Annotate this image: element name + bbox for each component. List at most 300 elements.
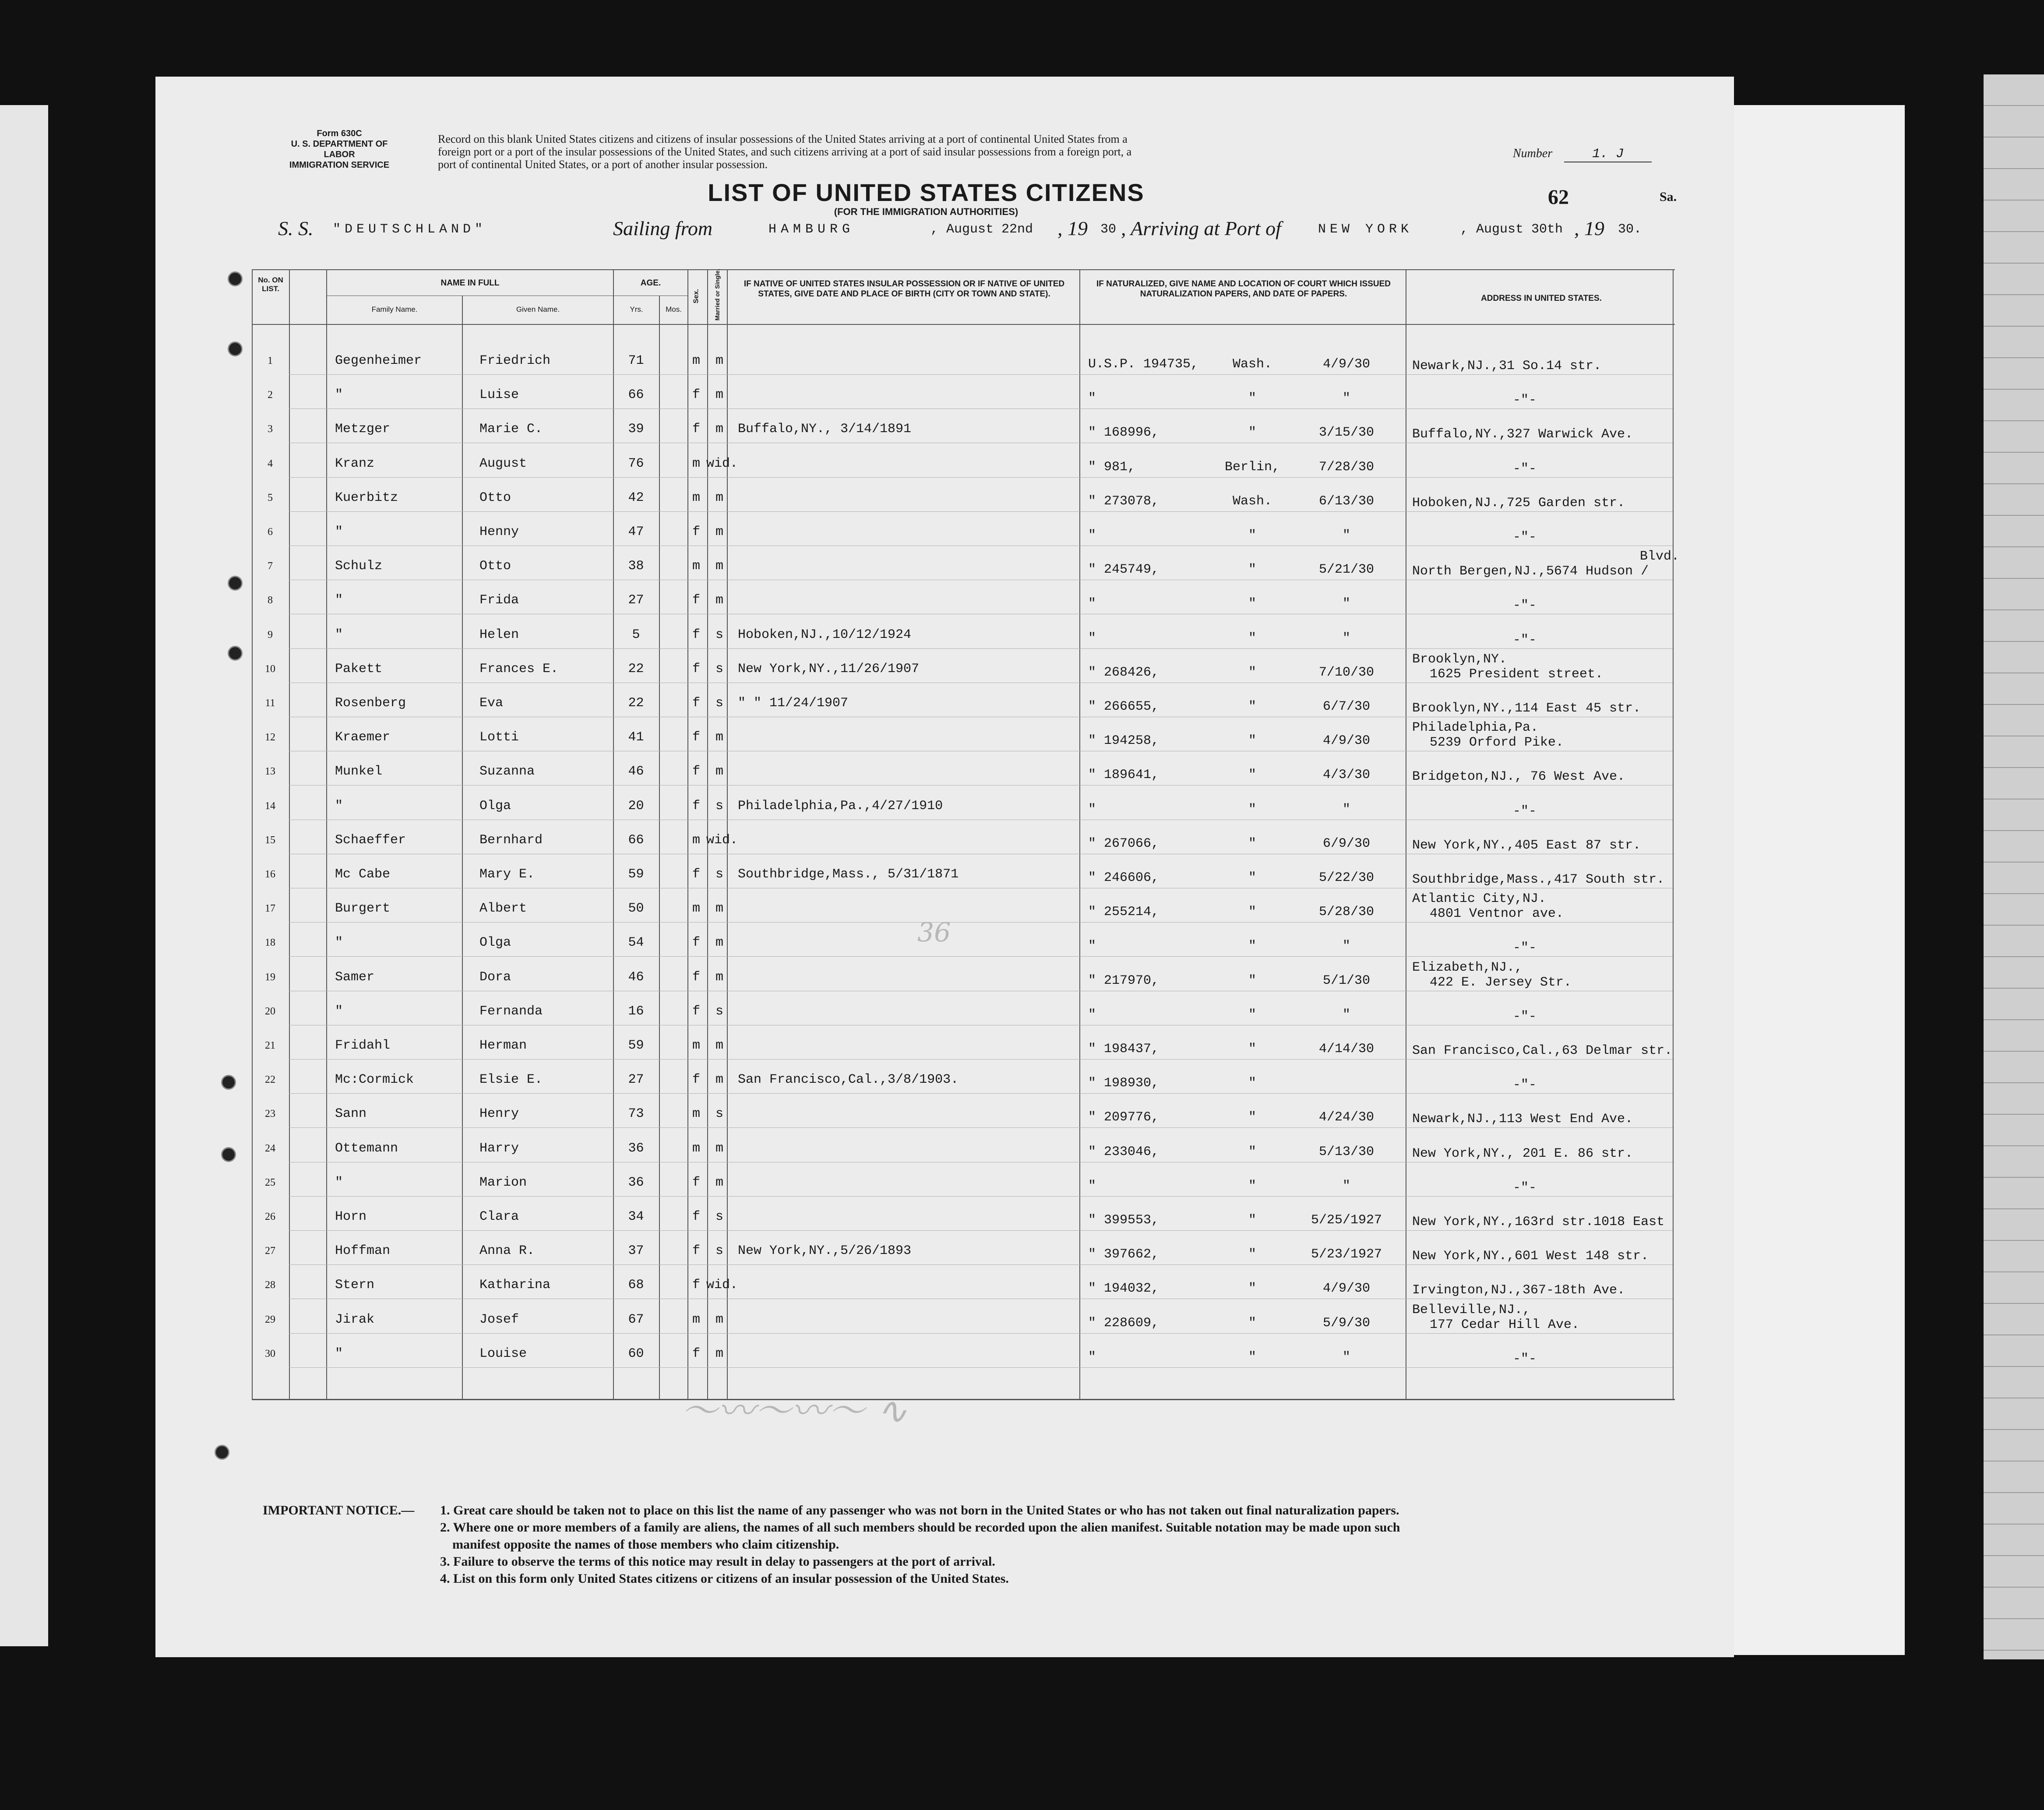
marital-status: s (715, 798, 723, 813)
naturalization-number: " 198930, (1088, 1076, 1159, 1091)
address-line-1: Brooklyn,NY.,114 East 45 str. (1412, 701, 1641, 716)
naturalization-date: " (1342, 528, 1350, 543)
family-name: Hoffman (335, 1243, 391, 1259)
sex: f (692, 764, 700, 779)
naturalization-number: " (1088, 528, 1096, 543)
ss-label: S. S. (278, 217, 314, 239)
binder-hole (228, 271, 243, 286)
birth-place-date: Hoboken,NJ.,10/12/1924 (738, 627, 912, 642)
row-number: 1 (268, 355, 273, 366)
address-line-1: -"- (1513, 940, 1537, 956)
naturalization-date: 5/9/30 (1322, 1315, 1371, 1331)
row-number: 15 (265, 834, 275, 846)
naturalization-number: " 189641, (1088, 768, 1159, 783)
given-name: Henny (479, 525, 519, 539)
marital-status: m (715, 764, 723, 779)
naturalization-date: " (1342, 596, 1350, 612)
row-number: 25 (265, 1176, 275, 1188)
row-number: 24 (265, 1142, 275, 1154)
age-years: 50 (628, 901, 644, 916)
marital-status: m (715, 559, 723, 574)
family-name: Burgert (335, 901, 391, 916)
naturalization-date: 6/13/30 (1318, 493, 1374, 509)
family-name: Horn (335, 1209, 367, 1224)
naturalization-date: 4/14/30 (1318, 1042, 1374, 1056)
naturalization-number: " 198437, (1088, 1042, 1159, 1056)
naturalization-date: 4/9/30 (1322, 357, 1371, 372)
family-name: Metzger (335, 422, 391, 437)
row-divider (289, 1127, 1673, 1128)
address-line-1: -"- (1513, 1009, 1537, 1024)
row-number: 3 (268, 423, 273, 435)
family-name: Sann (335, 1106, 367, 1122)
department-name: U. S. DEPARTMENT OF LABOR (291, 139, 388, 159)
family-name: Ottemann (335, 1141, 398, 1156)
row-divider (289, 1230, 1673, 1231)
address-line-2: 5239 Orford Pike. (1430, 735, 1564, 750)
naturalization-court: " (1248, 836, 1256, 851)
marital-status: s (715, 867, 723, 882)
marital-status: m (715, 1072, 723, 1088)
address-line-1: Belleville,NJ., (1412, 1302, 1531, 1317)
given-name: Lotti (479, 730, 519, 745)
naturalization-date: 5/21/30 (1318, 562, 1374, 578)
naturalization-number: " 217970, (1088, 973, 1159, 988)
naturalization-date: 4/9/30 (1322, 1281, 1371, 1296)
binder-hole (228, 576, 243, 591)
naturalization-number: " (1088, 1349, 1096, 1365)
age-years: 60 (628, 1346, 644, 1361)
birth-place-date: Buffalo,NY., 3/14/1891 (738, 422, 912, 437)
row-divider (289, 1367, 1673, 1368)
manifest-sheet (155, 77, 1734, 1657)
address-line-1: Atlantic City,NJ. (1412, 891, 1547, 907)
naturalization-court: " (1248, 870, 1256, 885)
naturalization-number: " 194258, (1088, 733, 1159, 749)
marital-status: m (715, 525, 723, 539)
row-number: 19 (265, 971, 275, 983)
sex: f (692, 1175, 700, 1190)
family-name: Kraemer (335, 730, 391, 745)
family-name: Samer (335, 969, 375, 985)
given-name: Eva (479, 696, 504, 711)
family-name: " (335, 1346, 343, 1361)
row-number: 26 (265, 1211, 275, 1222)
family-name: " (335, 593, 343, 608)
marital-status: wid. (706, 1278, 738, 1293)
address-line-1: -"- (1513, 1078, 1537, 1093)
naturalization-date: 5/28/30 (1318, 905, 1374, 920)
row-number: 4 (268, 458, 273, 469)
arriving-year-prefix: , 19 (1574, 217, 1604, 239)
address-line-1: -"- (1513, 1351, 1537, 1366)
given-name: Helen (479, 627, 519, 642)
birth-place-date: " " 11/24/1907 (738, 696, 849, 711)
naturalization-date: " (1342, 1178, 1350, 1194)
naturalization-court: " (1248, 1247, 1256, 1262)
marital-status: m (715, 901, 723, 916)
row-number: 14 (265, 800, 275, 812)
given-name: Dora (479, 969, 511, 985)
given-name: Otto (479, 559, 511, 574)
row-divider (289, 408, 1673, 409)
given-name: Mary E. (479, 867, 535, 882)
marital-status: s (715, 661, 723, 676)
marital-status: m (715, 1312, 723, 1327)
age-years: 59 (628, 1038, 644, 1053)
age-years: 59 (628, 867, 644, 882)
service-name: IMMIGRATION SERVICE (289, 160, 390, 170)
sex: m (692, 353, 700, 368)
naturalization-court: " (1248, 1076, 1256, 1091)
marital-status: m (715, 490, 723, 505)
row-number: 27 (265, 1245, 275, 1257)
naturalization-date: 6/9/30 (1322, 836, 1371, 851)
family-name: Fridahl (335, 1038, 391, 1053)
arriving-label: , Arriving at Port of (1121, 217, 1281, 239)
address-line-1: -"- (1513, 632, 1537, 648)
family-name: Schulz (335, 559, 383, 574)
notice-item-2: 2. Where one or more members of a family are aliens, the names of all such members should be recorded upon the alien manifest. Suitable notation may be made upon such (440, 1520, 1400, 1535)
naturalization-court: " (1248, 391, 1256, 406)
sex: f (692, 422, 700, 437)
family-name: Mc Cabe (335, 867, 391, 882)
naturalization-court: " (1248, 1042, 1256, 1056)
naturalization-date: 5/23/1927 (1311, 1247, 1382, 1262)
row-divider (289, 477, 1673, 478)
naturalization-date: " (1342, 1007, 1350, 1022)
birth-place-date: Southbridge,Mass., 5/31/1871 (738, 867, 959, 882)
age-years: 66 (628, 832, 644, 848)
sex: f (692, 935, 700, 951)
row-number: 7 (268, 560, 273, 572)
naturalization-number: " (1088, 630, 1096, 646)
naturalization-number: " 209776, (1088, 1110, 1159, 1125)
sex: m (692, 456, 700, 471)
given-name: Frances E. (479, 661, 559, 676)
row-number: 18 (265, 937, 275, 949)
given-name: Harry (479, 1141, 519, 1156)
marital-status: m (715, 422, 723, 437)
age-years: 37 (628, 1243, 644, 1259)
row-number: 11 (265, 697, 275, 709)
col-header-mos: Mos. (666, 305, 682, 313)
given-name: Frida (479, 593, 519, 608)
marital-status: s (715, 1004, 723, 1019)
left-page-edge (0, 105, 48, 1646)
family-name: " (335, 627, 343, 642)
marital-status: m (715, 1141, 723, 1156)
age-years: 36 (628, 1175, 644, 1190)
naturalization-court: " (1248, 562, 1256, 578)
naturalization-court: " (1248, 1110, 1256, 1125)
marital-status: wid. (706, 832, 738, 848)
naturalization-court: " (1248, 1178, 1256, 1194)
given-name: Elsie E. (479, 1072, 543, 1088)
row-number: 13 (265, 766, 275, 778)
number-field (1513, 147, 1652, 162)
address-line-1: New York,NY., 201 E. 86 str. (1412, 1146, 1633, 1161)
row-number: 6 (268, 526, 273, 538)
naturalization-date: " (1342, 630, 1350, 646)
sex: m (692, 832, 700, 848)
col-line-b (289, 269, 290, 1399)
binder-hole (221, 1147, 236, 1162)
naturalization-date: 4/24/30 (1318, 1110, 1374, 1125)
address-line-2: 1625 President street. (1430, 666, 1603, 682)
naturalization-court: " (1248, 802, 1256, 817)
given-name: Olga (479, 935, 511, 951)
notice-items (440, 1502, 1732, 1587)
col-header-family: Family Name. (371, 305, 418, 313)
naturalization-date: 4/9/30 (1322, 733, 1371, 749)
age-years: 76 (628, 456, 644, 471)
col-header-sex: Sex. (692, 289, 700, 303)
family-name: " (335, 387, 343, 403)
naturalization-date: 7/10/30 (1318, 665, 1374, 680)
marital-status: s (715, 1106, 723, 1122)
year-prefix: , 19 (1057, 217, 1088, 239)
naturalization-number: " 168996, (1088, 425, 1159, 440)
age-years: 27 (628, 593, 644, 608)
sex: f (692, 627, 700, 642)
naturalization-date: 5/22/30 (1318, 870, 1374, 885)
naturalization-number: " 194032, (1088, 1281, 1159, 1296)
given-name: Friedrich (479, 353, 551, 368)
row-divider (289, 1196, 1673, 1197)
naturalization-court: " (1248, 939, 1256, 954)
marital-status: m (715, 935, 723, 951)
naturalization-court: " (1248, 1281, 1256, 1296)
marital-status: s (715, 1209, 723, 1224)
naturalization-number: " 246606, (1088, 870, 1159, 885)
row-divider (289, 956, 1673, 957)
given-name: Herman (479, 1038, 527, 1053)
notice-label: IMPORTANT NOTICE.— (263, 1503, 415, 1518)
col-header-address: ADDRESS IN UNITED STATES. (1481, 294, 1602, 303)
sailing-date: , August 22nd (930, 222, 1033, 237)
naturalization-number: " 266655, (1088, 699, 1159, 714)
sex: f (692, 696, 700, 711)
age-years: 16 (628, 1004, 644, 1019)
record-line-1: Record on this blank United States citizens and citizens of insular possessions of the United States arriving at a port of continental United States from a (438, 133, 1128, 145)
age-years: 41 (628, 730, 644, 745)
col-header-name: NAME IN FULL (441, 278, 500, 288)
family-name: " (335, 1004, 343, 1019)
sex: m (692, 1312, 700, 1327)
naturalization-court: " (1248, 425, 1256, 440)
birth-place-date: San Francisco,Cal.,3/8/1903. (738, 1072, 959, 1088)
sex: f (692, 969, 700, 985)
row-divider (289, 922, 1673, 923)
col-line-j (1079, 269, 1080, 1399)
address-line-1: New York,NY.,163rd str.1018 East (1412, 1215, 1665, 1229)
family-name: " (335, 935, 343, 951)
sex: f (692, 1209, 700, 1224)
address-line-2: 422 E. Jersey Str. (1430, 975, 1572, 990)
address-line-1: Southbridge,Mass.,417 South str. (1412, 872, 1665, 887)
ship-name: "DEUTSCHLAND" (333, 222, 487, 237)
marital-status: wid. (706, 456, 738, 471)
naturalization-court: Wash. (1232, 357, 1272, 372)
binder-hole (221, 1075, 236, 1090)
address-line-1: -"- (1513, 530, 1537, 545)
naturalization-court: " (1248, 1213, 1256, 1228)
family-name: " (335, 798, 343, 813)
arriving-date: , August 30th (1460, 222, 1563, 237)
naturalization-court: " (1248, 1349, 1256, 1365)
form-number: Form 630C (317, 129, 362, 138)
address-line-1: -"- (1513, 803, 1537, 819)
table-bottom-line (252, 1399, 1675, 1400)
family-name: Mc:Cormick (335, 1072, 414, 1088)
given-name: Clara (479, 1209, 519, 1224)
naturalization-date: 4/3/30 (1322, 768, 1371, 783)
marital-status: s (715, 1243, 723, 1259)
address-line-1: Philadelphia,Pa. (1412, 720, 1539, 736)
row-divider (289, 1059, 1673, 1060)
given-name: Anna R. (479, 1243, 535, 1259)
given-name: Bernhard (479, 832, 543, 848)
sex: f (692, 730, 700, 745)
address-line-2: North Bergen,NJ.,5674 Hudson / (1412, 564, 1649, 579)
address-line-1: -"- (1513, 461, 1537, 476)
table-top-line (252, 269, 1675, 270)
naturalization-date: " (1342, 391, 1350, 406)
binder-hole (228, 342, 243, 356)
age-years: 38 (628, 559, 644, 574)
naturalization-court: " (1248, 733, 1256, 749)
row-divider (289, 1264, 1673, 1265)
right-page-edge (1730, 105, 1905, 1655)
age-years: 22 (628, 661, 644, 676)
naturalization-number: " 273078, (1088, 493, 1159, 509)
document-title: LIST OF UNITED STATES CITIZENS (708, 179, 1145, 206)
naturalization-court: " (1248, 973, 1256, 988)
given-name: Fernanda (479, 1004, 543, 1019)
row-number: 30 (265, 1348, 275, 1359)
col-line-l (1673, 269, 1674, 1399)
sex: f (692, 387, 700, 403)
record-instructions (438, 133, 1655, 171)
page-suffix: Sa. (1660, 190, 1677, 204)
address-line-1: Blvd. (1640, 549, 1680, 564)
naturalization-number: " 228609, (1088, 1315, 1159, 1331)
col-header-naturalized: IF NATURALIZED, GIVE NAME AND LOCATION OF COURT WHICH ISSUED NATURALIZATION PAPERS, AND DATE OF PAPERS. (1096, 279, 1391, 299)
form-header (282, 128, 396, 170)
given-name: Louise (479, 1346, 527, 1361)
marital-status: m (715, 387, 723, 403)
document-subtitle: (FOR THE IMMIGRATION AUTHORITIES) (834, 206, 1018, 217)
age-years: 47 (628, 525, 644, 539)
naturalization-date: 5/1/30 (1322, 973, 1371, 988)
row-number: 2 (268, 389, 273, 401)
family-name: " (335, 525, 343, 539)
row-divider (289, 511, 1673, 512)
pencil-scribble: 〜〰〜〰〜 ∿ (681, 1389, 908, 1432)
row-divider (289, 648, 1673, 649)
sex: f (692, 1004, 700, 1019)
family-name: Gegenheimer (335, 353, 422, 368)
row-divider (289, 1093, 1673, 1094)
col-line-c (326, 269, 327, 1399)
col-header-yrs: Yrs. (630, 305, 643, 313)
sex: m (692, 1106, 700, 1122)
marital-status: m (715, 730, 723, 745)
naturalization-number: " 267066, (1088, 836, 1159, 851)
notice-item-4: 4. List on this form only United States citizens or citizens of an insular possession of the United States. (440, 1571, 1009, 1586)
marital-status: m (715, 1175, 723, 1190)
given-name: Olga (479, 798, 511, 813)
age-years: 46 (628, 969, 644, 985)
marital-status: m (715, 593, 723, 608)
row-number: 17 (265, 903, 275, 915)
naturalization-number: " (1088, 939, 1096, 954)
row-number: 23 (265, 1108, 275, 1120)
naturalization-number: " 255214, (1088, 905, 1159, 920)
row-number: 16 (265, 869, 275, 880)
family-name: Stern (335, 1278, 375, 1293)
given-name: Marie C. (479, 422, 543, 437)
marital-status: m (715, 1346, 723, 1361)
notice-item-3: 3. Failure to observe the terms of this notice may result in delay to passengers at the port of arrival. (440, 1554, 995, 1569)
right-ledger-edge (1984, 74, 2044, 1659)
sex: f (692, 661, 700, 676)
record-line-3: port of continental United States, or a port of another insular possession. (438, 158, 768, 171)
table-header-line (252, 324, 1675, 325)
record-line-2: foreign port or a port of the insular possessions of the United States, and such citizens arriving at a port of said insular possessions from a foreign port, a (438, 145, 1132, 158)
sex: f (692, 1346, 700, 1361)
sailing-year: 30 (1100, 222, 1117, 237)
given-name: Suzanna (479, 764, 535, 779)
family-name: Munkel (335, 764, 383, 779)
address-line-1: Hoboken,NJ.,725 Garden str. (1412, 495, 1625, 511)
naturalization-number: " 399553, (1088, 1213, 1159, 1228)
marital-status: m (715, 1038, 723, 1053)
naturalization-date: 5/25/1927 (1311, 1213, 1382, 1228)
sex: m (692, 490, 700, 505)
given-name: Otto (479, 490, 511, 505)
naturalization-court: " (1248, 1007, 1256, 1022)
birth-place-date: Philadelphia,Pa.,4/27/1910 (738, 798, 943, 813)
page-number: 62 (1548, 186, 1569, 209)
address-line-1: Newark,NJ.,31 So.14 str. (1412, 359, 1602, 373)
naturalization-number: U.S.P. 194735, (1088, 357, 1199, 372)
given-name: Katharina (479, 1278, 551, 1293)
naturalization-number: " (1088, 1178, 1096, 1194)
age-years: 36 (628, 1141, 644, 1156)
naturalization-court: " (1248, 768, 1256, 783)
age-years: 20 (628, 798, 644, 813)
naturalization-date: 3/15/30 (1318, 425, 1374, 440)
family-name: Rosenberg (335, 696, 406, 711)
age-years: 5 (632, 627, 640, 642)
age-years: 46 (628, 764, 644, 779)
address-line-1: Brooklyn,NY. (1412, 651, 1507, 667)
binder-hole (228, 646, 243, 661)
number-value: 1. J (1564, 147, 1652, 162)
naturalization-date: " (1342, 1349, 1350, 1365)
sex: m (692, 559, 700, 574)
sex: f (692, 1072, 700, 1088)
marital-status: s (715, 696, 723, 711)
address-line-1: New York,NY.,601 West 148 str. (1412, 1249, 1649, 1264)
col-header-no: No. ON LIST. (258, 276, 283, 293)
ship-line (278, 217, 1732, 247)
row-number: 20 (265, 1005, 275, 1017)
given-name: August (479, 456, 527, 471)
address-line-1: -"- (1513, 393, 1537, 408)
